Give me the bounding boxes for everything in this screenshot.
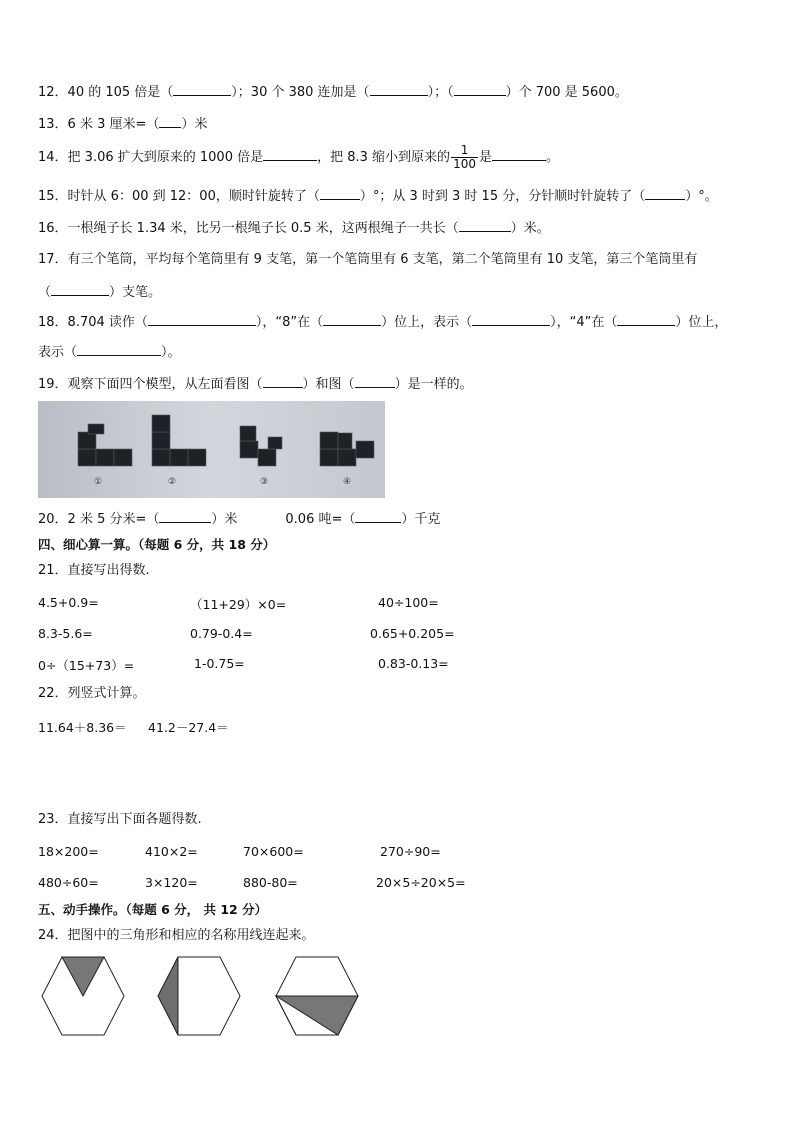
answer-blank[interactable] [454,84,506,96]
calc-item: 270÷90= [380,844,441,859]
section-heading-4: 四、细心算一算。（每题 6 分，共 18 分） [38,537,276,552]
calc-item: 480÷60= [38,875,99,890]
figure-label-2: ② [168,477,177,487]
answer-blank[interactable] [320,188,360,200]
answer-blank[interactable] [323,314,381,326]
hexagon-figures [38,955,368,1037]
hexagon-figure-1 [42,957,124,1035]
calc-item: 70×600= [243,844,304,859]
answer-blank[interactable] [617,314,675,326]
question-18-cont: 表示（ ）。 [38,345,181,360]
answer-blank[interactable] [263,376,303,388]
question-16: 16．一根绳子长 1.34 米，比另一根绳子长 0.5 米，这两根绳子一共长（ ）米。 [38,221,550,236]
answer-blank[interactable] [263,149,317,161]
answer-blank[interactable] [51,284,109,296]
calc-item: 20×5÷20×5= [376,875,466,890]
question-12: 12．40 的 105 倍是（ ）；30 个 380 连加是（ ）；（ ）个 700 是 5600。 [38,85,628,100]
answer-blank[interactable] [148,314,256,326]
answer-blank[interactable] [173,84,231,96]
calc-item: 41.2－27.4＝ [148,720,229,735]
question-24-title: 24．把图中的三角形和相应的名称用线连起来。 [38,928,315,943]
calc-item: 3×120= [145,875,198,890]
question-17-cont: （ ）支笔。 [38,285,162,300]
answer-blank[interactable] [459,220,511,232]
answer-blank[interactable] [472,314,550,326]
figure-label-1: ① [94,477,103,487]
figure-label-3: ③ [260,477,269,487]
answer-blank[interactable] [492,149,546,161]
question-18: 18．8.704 读作（ ），“8”在（ ）位上，表示（ ），“4”在（ ）位上， [38,315,728,330]
cube-models-photo [38,401,385,498]
question-23-title: 23．直接写出下面各题得数. [38,812,202,827]
calc-item: 4.5+0.9= [38,595,99,610]
hexagon-figure-2 [158,957,240,1035]
section-heading-5: 五、动手操作。（每题 6 分， 共 12 分） [38,902,268,917]
fraction: $\frac{1}{100}$ [453,143,476,171]
answer-blank[interactable] [645,188,685,200]
calc-item: 40÷100= [378,595,439,610]
figure-label-4: ④ [343,477,352,487]
hexagon-figure-3 [276,957,358,1035]
calc-item: 0.83-0.13= [378,656,449,671]
cube-models-illustration [38,401,385,498]
question-15: 15．时针从 6：00 到 12：00，顺时针旋转了（ ）°；从 3 时到 3 时 15 分，分针顺时针旋转了（ ）°。 [38,189,718,204]
question-20: 20．2 米 5 分米=（ ）米 0.06 吨=（ ）千克 [38,512,441,527]
calc-item: 18×200= [38,844,99,859]
answer-blank[interactable] [370,84,428,96]
calc-item: 11.64＋8.36＝ [38,720,127,735]
question-13: 13．6 米 3 厘米=（ ）米 [38,117,208,132]
answer-blank[interactable] [355,376,395,388]
answer-blank[interactable] [77,344,161,356]
question-19: 19．观察下面四个模型，从左面看图（ ）和图（ ）是一样的。 [38,377,473,392]
question-17: 17．有三个笔筒，平均每个笔筒里有 9 支笔，第一个笔筒里有 6 支笔，第二个笔筒里有 10 支笔，第三个笔筒里有 [38,252,698,267]
calc-item: 410×2= [145,844,198,859]
answer-blank[interactable] [159,511,211,523]
calc-item: 880-80= [243,875,298,890]
question-14: 14．把 3.06 扩大到原来的 1000 倍是 ，把 8.3 缩小到原来的 $\frac{1}{100}$ 是 。 [38,143,559,171]
question-21-title: 21．直接写出得数. [38,563,150,578]
answer-blank[interactable] [159,116,181,128]
calc-item: 1-0.75= [194,656,245,671]
answer-blank[interactable] [355,511,401,523]
calc-item: 8.3-5.6= [38,626,93,641]
question-22-title: 22．列竖式计算。 [38,686,146,701]
calc-item: 0.79-0.4= [190,626,253,641]
calc-item: （11+29）×0= [190,597,287,612]
calc-item: 0÷（15+73）= [38,658,135,673]
calc-item: 0.65+0.205= [370,626,455,641]
